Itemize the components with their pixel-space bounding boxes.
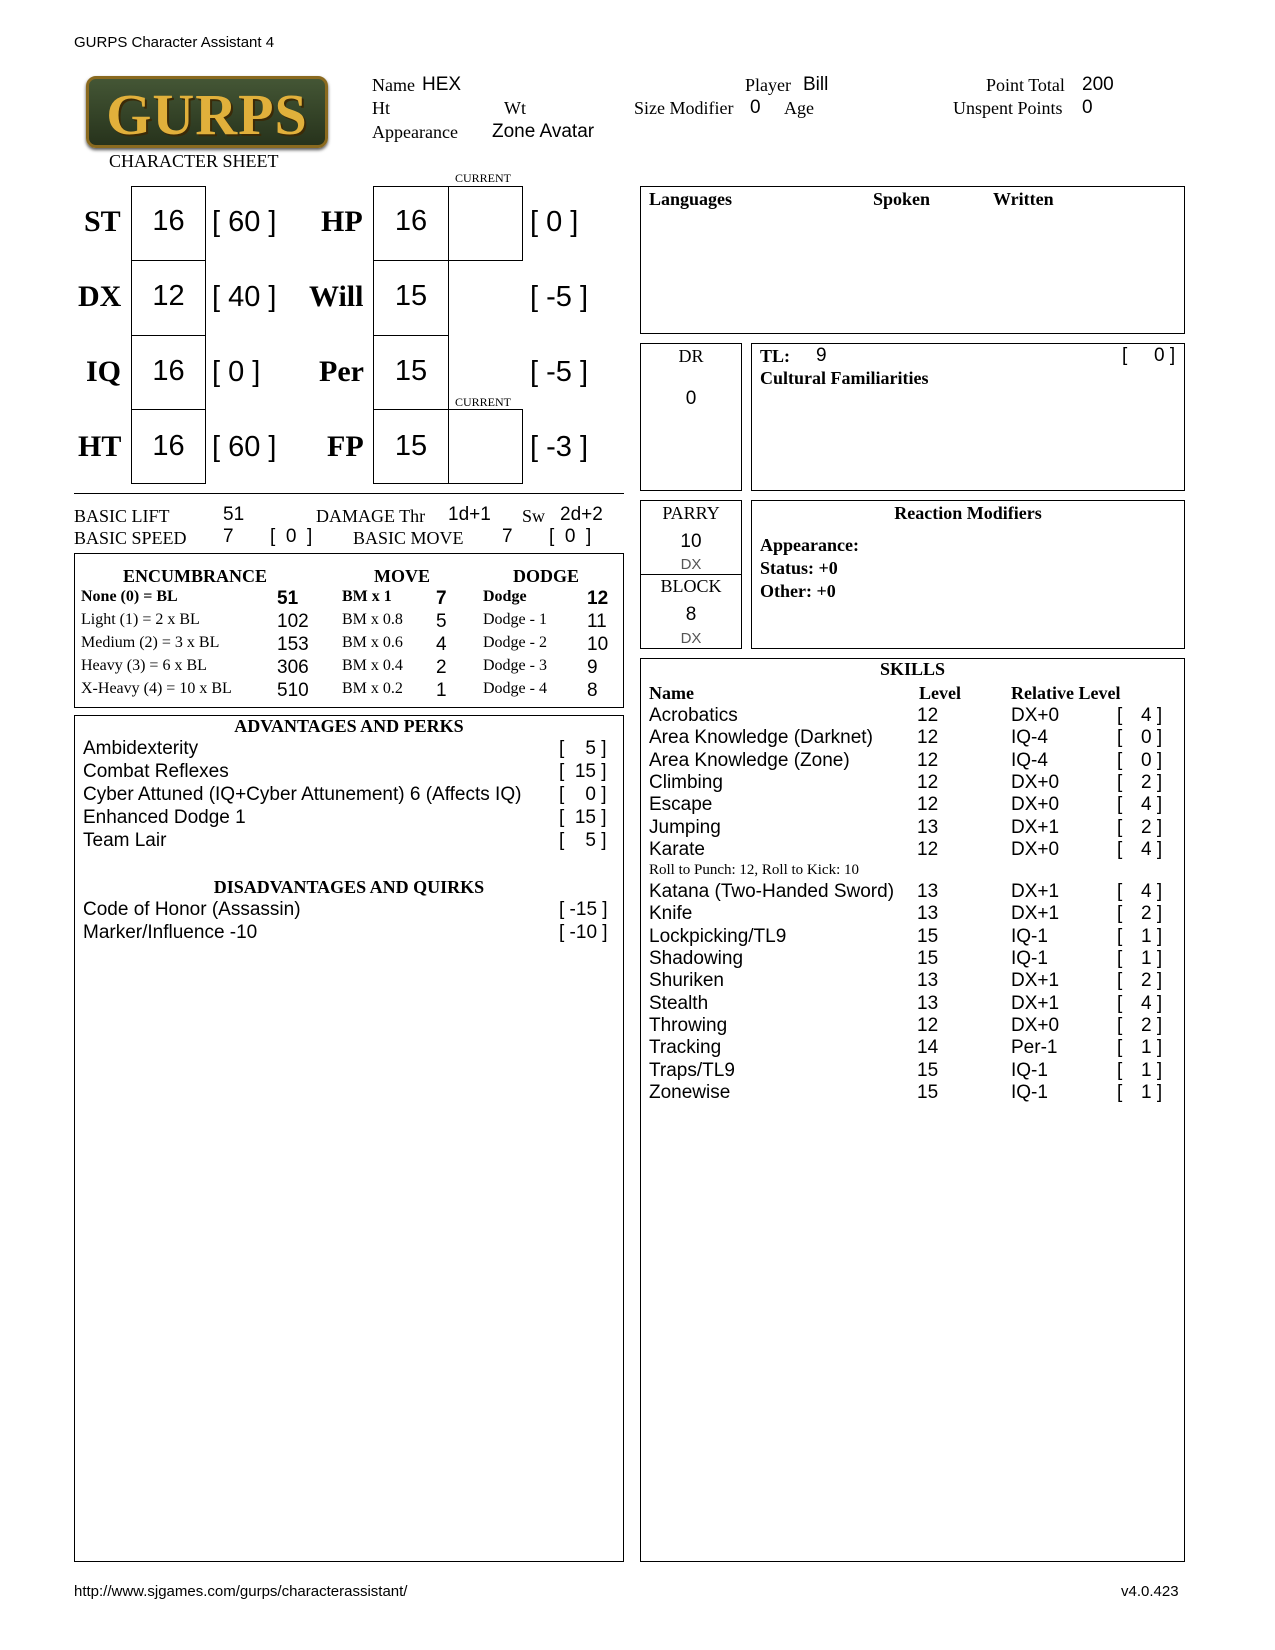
skill-relative-level: DX+0 (1011, 794, 1060, 816)
parry-label: PARRY (662, 503, 720, 523)
skill-relative-level: DX+0 (1011, 1014, 1060, 1036)
basic-speed-label: BASIC SPEED (74, 528, 187, 548)
skills-name-header: Name (649, 683, 694, 703)
unspent-label: Unspent Points (953, 98, 1063, 118)
skill-relative-level: DX+0 (1011, 838, 1060, 860)
cultural-familiarities-label: Cultural Familiarities (760, 368, 929, 388)
skill-points: 4 ] (1141, 881, 1163, 903)
advantage-row (75, 761, 623, 783)
reaction-modifiers-box (751, 500, 1185, 649)
skill-row (641, 1037, 1184, 1059)
skill-points-bracket: [ (1117, 881, 1123, 903)
skill-level: 12 (917, 705, 939, 726)
swing-value: 2d+2 (560, 504, 603, 525)
skill-relative-level: IQ-4 (1011, 727, 1048, 749)
secondary-cost: [ -5 ] (530, 281, 589, 313)
skill-level: 13 (917, 970, 939, 992)
enc-move: 1 (436, 680, 447, 701)
skill-name: Area Knowledge (Darknet) (649, 727, 873, 749)
skill-points: 0 ] (1141, 727, 1163, 749)
skill-level: 15 (917, 1059, 939, 1081)
skill-relative-level: DX+0 (1011, 705, 1060, 726)
skill-points: 2 ] (1141, 771, 1163, 793)
tl-label: TL: (760, 346, 791, 366)
reaction-other: Other: +0 (760, 581, 836, 601)
skill-points-bracket: [ (1117, 771, 1123, 793)
skill-relative-level: DX+1 (1011, 992, 1060, 1014)
skills-box (640, 658, 1185, 1562)
skill-level: 12 (917, 794, 939, 816)
skill-points: 4 ] (1141, 838, 1163, 860)
skill-points-bracket: [ (1117, 1014, 1123, 1036)
skill-row (641, 881, 1184, 903)
skill-relative-level: DX+0 (1011, 771, 1060, 793)
advantage-row (75, 784, 623, 806)
disadvantage-cost: [ -15 ] (559, 899, 608, 920)
enc-row-none (75, 588, 623, 610)
skill-relative-level: Per-1 (1011, 1037, 1058, 1059)
player-value: Bill (803, 74, 829, 95)
enc-dodge-label: Dodge - 4 (483, 680, 547, 697)
skill-points: 1 ] (1141, 1059, 1163, 1081)
skill-relative-level: IQ-1 (1011, 925, 1048, 947)
attr-label: ST (84, 205, 121, 238)
skill-points: 0 ] (1141, 749, 1163, 771)
tl-cost-open: [ (1122, 345, 1128, 366)
skill-points-bracket: [ (1117, 1081, 1123, 1103)
advantages-title: ADVANTAGES AND PERKS (234, 716, 464, 736)
skill-points: 2 ] (1141, 816, 1163, 838)
enc-dodge: 11 (587, 611, 607, 632)
enc-move: 5 (436, 611, 447, 632)
enc-dodge: 10 (587, 634, 609, 655)
damage-label: DAMAGE Thr (316, 506, 426, 526)
skill-points-bracket: [ (1117, 838, 1123, 860)
enc-dodge: 9 (587, 657, 598, 678)
enc-move-label: BM x 0.6 (342, 634, 403, 651)
skill-name: Jumping (649, 816, 721, 838)
languages-box (640, 186, 1185, 334)
dr-label: DR (678, 346, 704, 366)
enc-dodge-label: Dodge (483, 588, 527, 605)
attr-value: 12 (152, 280, 185, 312)
attr-value: 16 (152, 430, 185, 462)
appearance-label: Appearance (372, 122, 458, 142)
skill-level: 15 (917, 948, 939, 969)
name-label: Name (372, 75, 415, 95)
skill-points-bracket: [ (1117, 992, 1123, 1014)
advantage-cost: [ 15 ] (559, 761, 607, 782)
skill-level: 12 (917, 1014, 939, 1036)
skill-row (641, 948, 1184, 970)
dr-box (640, 343, 742, 491)
skill-points-bracket: [ (1117, 816, 1123, 838)
enc-bl: 51 (277, 588, 299, 609)
size-modifier-value: 0 (750, 97, 761, 118)
skill-level: 13 (917, 992, 939, 1014)
tl-cost: 0 ] (1154, 345, 1176, 366)
skill-level: 13 (917, 816, 939, 838)
skill-relative-level: IQ-1 (1011, 948, 1048, 969)
enc-level: None (0) = BL (81, 588, 178, 605)
skill-level: 13 (917, 903, 939, 925)
languages-title: Languages (649, 189, 733, 209)
reaction-appearance: Appearance: (760, 535, 859, 555)
advantage-cost: [ 0 ] (559, 784, 607, 805)
appearance-value: Zone Avatar (492, 121, 595, 142)
advantage-name: Team Lair (83, 830, 167, 851)
skill-name: Climbing (649, 771, 723, 793)
enc-dodge-label: Dodge - 2 (483, 634, 547, 651)
skill-points: 1 ] (1141, 925, 1163, 947)
skill-row (641, 1060, 1184, 1082)
skill-name: Zonewise (649, 1081, 731, 1103)
divider (74, 493, 624, 494)
skill-level: 15 (917, 1081, 939, 1103)
basic-speed-cost: [ 0 ] (270, 526, 313, 547)
parry-attr: DX (680, 556, 702, 573)
advantage-name: Combat Reflexes (83, 761, 229, 782)
enc-bl: 510 (277, 680, 309, 701)
enc-move: 4 (436, 634, 447, 655)
attr-cost: [ 0 ] (212, 356, 261, 388)
attr-label: HT (78, 430, 122, 463)
hp-current-box[interactable] (448, 186, 523, 261)
skill-note-text: Roll to Punch: 12, Roll to Kick: 10 (649, 862, 860, 879)
attr-cost: [ 60 ] (212, 206, 277, 238)
enc-move: 2 (436, 657, 447, 678)
advantage-name: Enhanced Dodge 1 (83, 807, 246, 828)
basic-move-cost: [ 0 ] (549, 526, 592, 547)
secondary-label: Per (319, 355, 364, 388)
skill-level: 15 (917, 925, 939, 947)
skill-points-bracket: [ (1117, 925, 1123, 947)
enc-move-label: BM x 1 (342, 588, 392, 605)
secondary-label: HP (321, 205, 363, 238)
move-header: MOVE (374, 566, 430, 586)
skill-points: 4 ] (1141, 705, 1163, 726)
enc-move: 7 (436, 588, 447, 609)
advantage-name: Cyber Attuned (IQ+Cyber Attunement) 6 (Affects IQ) (83, 784, 522, 805)
skill-points: 4 ] (1141, 794, 1163, 816)
skill-level: 12 (917, 749, 939, 771)
enc-dodge-label: Dodge - 1 (483, 611, 547, 628)
enc-row-light (75, 611, 623, 633)
secondary-value: 15 (394, 430, 428, 462)
reaction-title: Reaction Modifiers (894, 503, 1042, 523)
skill-name: Throwing (649, 1014, 728, 1036)
enc-row-heavy (75, 657, 623, 679)
attr-label: DX (78, 280, 122, 313)
advantage-row (75, 807, 623, 829)
name-value: HEX (422, 74, 462, 95)
skill-name: Tracking (649, 1037, 722, 1059)
disadvantage-name: Marker/Influence -10 (83, 922, 258, 943)
skill-points: 2 ] (1141, 970, 1163, 992)
skill-note (641, 861, 1184, 881)
footer-url: http://www.sjgames.com/gurps/characterassistant/ (74, 1583, 408, 1600)
enc-level: Heavy (3) = 6 x BL (81, 657, 207, 674)
skill-points-bracket: [ (1117, 727, 1123, 749)
dr-value: 0 (685, 388, 697, 409)
skill-relative-level: DX+1 (1011, 881, 1060, 903)
attr-cost: [ 60 ] (212, 431, 277, 463)
tl-box (751, 343, 1185, 491)
skill-points-bracket: [ (1117, 1037, 1123, 1059)
skill-points-bracket: [ (1117, 749, 1123, 771)
disadvantage-cost: [ -10 ] (559, 922, 608, 943)
skill-row (641, 1015, 1184, 1037)
skill-points: 2 ] (1141, 1014, 1163, 1036)
disadvantage-row (75, 922, 623, 944)
skill-name: Area Knowledge (Zone) (649, 749, 850, 771)
skill-row (641, 817, 1184, 839)
block-value: 8 (685, 604, 697, 625)
enc-row-medium (75, 634, 623, 656)
enc-bl: 153 (277, 634, 309, 655)
enc-row-xheavy (75, 680, 623, 702)
dodge-header: DODGE (513, 566, 580, 586)
skill-name: Katana (Two-Handed Sword) (649, 881, 895, 903)
disadvantage-row (75, 899, 623, 921)
skill-relative-level: DX+1 (1011, 903, 1060, 925)
skill-points: 1 ] (1141, 1081, 1163, 1103)
basic-move-value: 7 (502, 526, 513, 547)
skill-name: Escape (649, 794, 713, 816)
skill-points: 1 ] (1141, 948, 1163, 969)
skill-points-bracket: [ (1117, 948, 1123, 969)
attr-cost: [ 40 ] (212, 281, 277, 313)
skill-row (641, 993, 1184, 1015)
skill-name: Traps/TL9 (649, 1059, 735, 1081)
size-modifier-label: Size Modifier (634, 98, 734, 118)
skill-relative-level: IQ-1 (1011, 1059, 1048, 1081)
secondary-value: 15 (394, 355, 428, 387)
advantage-name: Ambidexterity (83, 738, 199, 759)
spoken-header: Spoken (873, 189, 931, 209)
advantages-box (74, 715, 624, 1562)
attr-value: 16 (152, 205, 185, 237)
point-total-value: 200 (1082, 74, 1114, 95)
skill-name: Knife (649, 903, 693, 925)
advantage-cost: [ 15 ] (559, 807, 607, 828)
skill-row (641, 970, 1184, 992)
parry-value: 10 (680, 531, 702, 552)
encumbrance-table (74, 553, 624, 708)
basic-speed-value: 7 (223, 526, 234, 547)
skill-level: 12 (917, 771, 939, 793)
skill-name: Acrobatics (649, 705, 738, 726)
age-label: Age (784, 98, 814, 118)
skill-row (641, 750, 1184, 772)
skill-row (641, 903, 1184, 925)
skill-relative-level: DX+1 (1011, 816, 1060, 838)
skill-points: 4 ] (1141, 992, 1163, 1014)
skill-row (641, 705, 1184, 727)
enc-move-label: BM x 0.2 (342, 680, 403, 697)
skill-row (641, 727, 1184, 749)
sheet-subtitle: CHARACTER SHEET (109, 151, 279, 171)
enc-header: ENCUMBRANCE (123, 566, 267, 586)
parry-block-box (640, 500, 742, 649)
enc-dodge: 8 (587, 680, 598, 701)
enc-move-label: BM x 0.4 (342, 657, 403, 674)
enc-bl: 306 (277, 657, 309, 678)
skills-title: SKILLS (879, 659, 946, 679)
ht-label: Ht (372, 98, 390, 118)
enc-level: X-Heavy (4) = 10 x BL (81, 680, 232, 697)
secondary-label: Will (309, 280, 364, 313)
enc-bl: 102 (277, 611, 309, 632)
skill-level: 12 (917, 727, 939, 749)
player-label: Player (745, 75, 791, 95)
block-attr: DX (680, 630, 702, 647)
skill-points: 1 ] (1141, 1037, 1163, 1059)
enc-move-label: BM x 0.8 (342, 611, 403, 628)
skill-name: Karate (649, 838, 705, 860)
enc-dodge: 12 (587, 588, 609, 609)
enc-dodge-label: Dodge - 3 (483, 657, 547, 674)
wt-label: Wt (504, 98, 526, 118)
fp-current-label: CURRENT (455, 395, 512, 409)
skill-row (641, 794, 1184, 816)
gurps-logo (86, 76, 328, 148)
secondary-cost: [ 0 ] (530, 206, 579, 238)
skill-points-bracket: [ (1117, 794, 1123, 816)
skill-name: Shadowing (649, 948, 744, 969)
attr-label: IQ (86, 355, 122, 388)
point-total-label: Point Total (986, 75, 1065, 95)
secondary-value: 16 (394, 205, 428, 237)
attr-value: 16 (152, 355, 185, 387)
skill-relative-level: IQ-4 (1011, 749, 1048, 771)
thrust-value: 1d+1 (448, 504, 491, 525)
fp-current-box[interactable] (448, 409, 523, 484)
footer-version: v4.0.423 (1121, 1583, 1179, 1600)
block-label: BLOCK (660, 576, 722, 596)
basic-lift-value: 51 (223, 504, 245, 525)
skill-row (641, 1082, 1184, 1104)
disadvantages-title: DISADVANTAGES AND QUIRKS (213, 877, 485, 897)
skill-relative-level: DX+1 (1011, 970, 1060, 992)
reaction-status: Status: +0 (760, 558, 838, 578)
advantage-cost: [ 5 ] (559, 738, 607, 759)
skill-points-bracket: [ (1117, 705, 1123, 726)
hp-current-label: CURRENT (455, 171, 512, 185)
app-title: GURPS Character Assistant 4 (74, 34, 275, 51)
disadvantage-name: Code of Honor (Assassin) (83, 899, 301, 920)
advantage-row (75, 830, 623, 852)
secondary-label: FP (327, 430, 364, 463)
skill-row (641, 839, 1184, 861)
skill-name: Stealth (649, 992, 709, 1014)
written-header: Written (993, 189, 1054, 209)
secondary-cost: [ -3 ] (530, 431, 589, 463)
skill-level: 13 (917, 881, 939, 903)
skill-level: 14 (917, 1037, 939, 1059)
secondary-value: 15 (394, 280, 428, 312)
tl-value: 9 (816, 345, 827, 366)
skill-row (641, 772, 1184, 794)
secondary-cost: [ -5 ] (530, 356, 589, 388)
skill-row (641, 926, 1184, 948)
advantage-cost: [ 5 ] (559, 830, 607, 851)
skills-relative-header: Relative Level (1011, 683, 1121, 703)
skill-points-bracket: [ (1117, 970, 1123, 992)
skill-level: 12 (917, 838, 939, 860)
skills-level-header: Level (919, 683, 961, 703)
skill-name: Shuriken (649, 970, 724, 992)
advantage-row (75, 738, 623, 760)
skill-points-bracket: [ (1117, 903, 1123, 925)
logo-text: GURPS (106, 82, 308, 147)
enc-level: Light (1) = 2 x BL (81, 611, 200, 628)
enc-level: Medium (2) = 3 x BL (81, 634, 220, 651)
basic-lift-label: BASIC LIFT (74, 506, 170, 526)
skill-points: 2 ] (1141, 903, 1163, 925)
unspent-value: 0 (1082, 97, 1093, 118)
swing-label: Sw (522, 506, 546, 526)
basic-move-label: BASIC MOVE (353, 528, 464, 548)
skill-name: Lockpicking/TL9 (649, 925, 787, 947)
skill-relative-level: IQ-1 (1011, 1081, 1048, 1103)
skill-points-bracket: [ (1117, 1059, 1123, 1081)
